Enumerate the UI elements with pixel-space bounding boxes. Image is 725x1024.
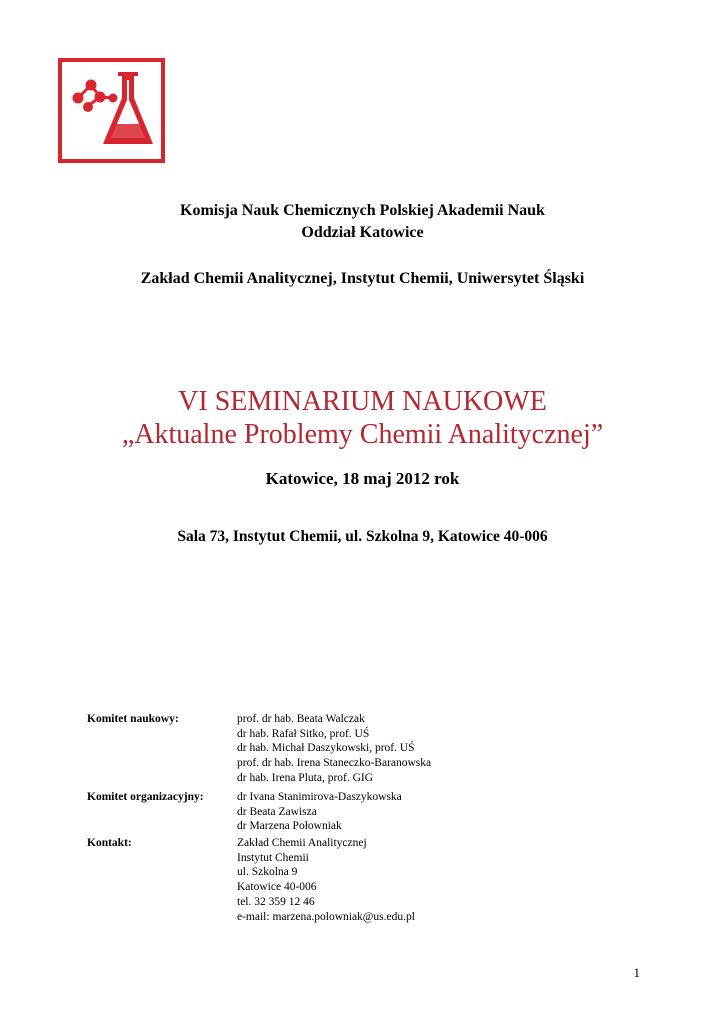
organization-line-1: Komisja Nauk Chemicznych Polskiej Akademii Nauk xyxy=(180,202,545,219)
contact-label: Kontakt: xyxy=(87,837,132,849)
seminar-subtitle: „Aktualne Problemy Chemii Analitycznej” xyxy=(121,419,604,450)
seminar-title: VI SEMINARIUM NAUKOWE xyxy=(178,386,547,417)
contact-line: Katowice 40-006 xyxy=(237,881,317,894)
member-line: prof. dr hab. Irena Staneczko-Baranowska xyxy=(237,757,432,770)
committee-scientific xyxy=(87,712,647,787)
contact-line: Zakład Chemii Analitycznej xyxy=(237,837,367,849)
member-line: dr hab. Irena Pluta, prof. GIG xyxy=(237,771,374,784)
contact-line: Instytut Chemii xyxy=(237,851,309,864)
committee-members xyxy=(237,712,431,786)
page-number: 1 xyxy=(633,965,640,980)
contact-line: tel. 32 359 12 46 xyxy=(237,895,315,908)
contact-email[interactable]: e-mail: marzena.polowniak@us.edu.pl xyxy=(237,910,415,923)
organization-line-2: Oddział Katowice xyxy=(301,224,424,241)
organization-line-3: Zakład Chemii Analitycznej, Instytut Chemii, Uniwersytet Śląski xyxy=(140,270,585,287)
committee-label: Komitet naukowy: xyxy=(87,713,179,725)
committee-label: Komitet organizacyjny: xyxy=(87,791,204,803)
committee-organizing xyxy=(87,790,647,838)
contact-section xyxy=(87,836,647,926)
member-line: dr Marzena Połowniak xyxy=(237,820,342,833)
contact-line: ul. Szkolna 9 xyxy=(237,866,298,879)
member-line: dr Beata Zawisza xyxy=(237,805,317,818)
event-date: Katowice, 18 maj 2012 rok xyxy=(265,469,460,488)
event-venue: Sala 73, Instytut Chemii, ul. Szkolna 9, Katowice 40-006 xyxy=(177,528,548,545)
committee-members xyxy=(237,790,402,834)
member-line: prof. dr hab. Beata Walczak xyxy=(237,713,365,725)
contact-details xyxy=(237,836,415,924)
member-line: dr hab. Michał Daszykowski, prof. UŚ xyxy=(237,742,415,755)
member-line: dr hab. Rafał Sitko, prof. UŚ xyxy=(237,727,370,740)
member-line: dr Ivana Stanimirova-Daszykowska xyxy=(237,791,402,803)
flask-molecule-icon xyxy=(58,58,165,163)
